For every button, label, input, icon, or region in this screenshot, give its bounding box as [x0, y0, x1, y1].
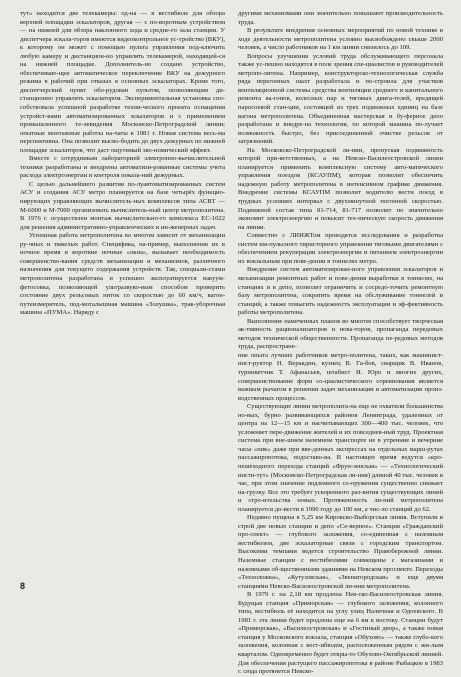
paragraph: В 1979 г. на 2,18 км продлена Нев-ско-Василеостровская линия. Будущая станция «Приморская» — глубокого заложения, колонного типа, вестибюль её находится на углу улиц Наличная и Одоевского. В 1981 г. эта линия будет продлена еще на 6 км к востоку. Станции будут «Приморская», «Василеостровская» и «Гостиный двор», а также новая станция у Московского вокзала, станция «Обухово» — также глубо-кого заложения, колонная с вест-ибюлем, расположенным рядом с жи-лым кварталом. Одновременно будет откры-то Обухово-Октябрьской линией. Для обеспечения растущего пассажиропотока в районе Рыбацкое в 1983 г. сюда протянется Невско- [238, 591, 443, 676]
paragraph: Выполнение намеченных планов во многом способствует творческая ак-тивность рационализаторов и нова-торов, пропаганда передовых методов технической общественности. Пропаганда пе-редовых методов труда, распростране- [238, 317, 443, 351]
paragraph: Вопросы улучшения условий труда обслуживающего персонала также ус-пешно находятся в поле зрения спе-циалистов и руководителей метропо-литена. Например, конструкторско-технологическая служба ряда перегонных шахт разработала и по-строила для участков вентиляционной системы средства вентиляции среднего и капитального ремонта ва-гонов, колесных пар и тяговых двига-телей, вредящей паросоевой стан-ции, состоящей из трех подвижных единиц на базе вагона метрополитена. Объединенная мастерская и бу-ферное депо разработана и внедре-на технология, по которой машина по-лучает возможность быстро, без присоединенной очистке рельсов от загрязнений. [238, 52, 443, 146]
paragraph: На Московско-Петроградской ли-нии, пропуская подвижность которой при-ветственных, а на Невско-Василеостровской линии планируется применить комплексную систему авто-матического управления поездов (КСАУПМ), которая позволит обеспечить надежную работу метрополитена в интенсивном графике движения. Внедрение системы КСАУПМ позволит водителю вести поезд в трудных условиях интервал с двухминутной погонной скоростью. Подвижной состав типа 81-714, 81-717 позволит по значительно экономит электроэнергию и повысит тех-ническую скорость движения на линии. [238, 146, 443, 231]
paragraph: Вместе с сотрудникам лабораторией электронно-вычислительной техники разработаны и внедрены автоматизи-рованные системы учета расхода электроэнергии и контроля показа-ний дежурных. [20, 155, 225, 180]
paragraph: другими механизмами они значительно повышают производительность труда. [238, 10, 443, 26]
paragraph: Существующие линии метрополита-на еще не охватили большинства но-вых, бурно развивающихся районов Ленинграда, удаленных от центра на 12—15 км и насчитывающих 300—400 тыс. человек, что усложняет пере-движение жителей и их повседнев-ный труд. Проектная система при вне-шнем наземном транспорте не в утренние и вечерние часы «пик» даже при вве-денных экспрессах на отдельных марш-рутах пассажиропотока, подоставо-ва. В настоящее время ведутся «кро-пешеходного перехода станций «Фрун-зенская» — «Технологический инсти-тут» (Московско-Петроградская ли-ния) длиной 40 тыс. человек в час, при этом значение подземного со-оружения существенно снижает на-грузку. Все это требует ускоренного раз-вития существующих линий и стро-ительства новых. Протяженность ли-ний метрополитена планируется до-вести в 1990 году до 100 км, а чис-ло станций до 62. [238, 403, 443, 513]
paragraph: Успешная работа метрополитена во многом зависит от механизации ру-чных и тяжелых работ. Специфика, на-пример, выполнения их в ночное время в короткие ночные «окна», вызывает необходимость совершенство-вания средств механизации и механизмов, различного назначения для текущего содержания устройств. Так, специали-стами метрополитена разработана и успешно эксплуатируется вакуум-фетосовка, позволяющей ультразвуко-вым способом проверить состояние двух рельсовых ниток со скоростью до 60 км/ч, вагон-путеизмеритель, под-моталышная машина «Золушка», трак-уборочная машина «ПУМА». Наряду с [20, 232, 225, 317]
paragraph: Внедрение систем автоматизирован-ного управления эскалаторов и механизации ремонтных работ и пове-дения выработки в тоннелях, на станциях и в депо, позволит ограничить и сосредо-точить ремонтную базу метрополитена, сократить время на обслуживание тоннелей и станций, а также повысить надежность эксплуатации и эф-фективность работы метрополитена. [238, 266, 443, 317]
right-column [238, 10, 443, 676]
text-columns [20, 10, 443, 676]
paragraph: ние опыта лучших работников метро-политена, таких, как машинист-инст-руктор Н. Веракдин, кузнец В. Га-бов, сварщик В. Иванов, турникетчик Т. Афанасьев, штабист И. Юро и многих других, совершенствование форм со-циалистического соревнования является важным рычагом в решении задач механизации и автоматизации произ-водственных процессов. [238, 351, 443, 402]
paragraph: С целью дальнейшего развития по-луавтоматизированных систем АСУ и создания АСУ метро планируется на базе четырёх функцио-нирующих управляющих вычислитель-ных комплексов типа АСВТ — М-6000 и М-7000 организовать вычислитель-ный центр метрополитена. В 1976 г. осуществлен монтаж вычислительно-го комплекса ЕС-1022 для решения административно-управленческих и ин-женерных задач. [20, 180, 225, 231]
paragraph: В результате внедрения основных мероприятий по новой технике в ходе деятельности метрополитена условно высвобождено свыше 2000 человек, а число работников на 1 км линии снизилось до 109. [238, 27, 443, 52]
page-number: 8 [20, 581, 26, 591]
paragraph: тут» находится две телекамеры: од-на — в вестибюле для обзора верхней площадки эскалаторов, другая — с по-воротным устройством — на нижней для обзора наклонного хода и средне-го зала станции. У диспетчера эскала-торов имеются видеоконтрольное ус-тройство (ВКУ), к которому он может с помощью пульта управления под-ключить любую камеру и дистанцион-но управлять телекамерой, находящей-ся на нижней площадке. Дополнитель-но создано устройство, обеспечиваю-щее автоматическое переключение ВКУ на дежурного режима в рабочий при отказах в основных эскалаторах. Кроме того, диспетчерский пункт обо-рудован пультом, позволяющим ди-станционно управлять эскалатором. Экспериментальная установка спо-собствовала успешной разработке техни-ческого проекта оснащения устройст-вами автоматизированных эскалаторов и с применением промышленного те-левидения Московско-Петроградской линии; опытные монтажные работы на-чаты в 1981 г. Новая система весь-ма перспективна. Она позволит высво-бодить до двух дежурных по нижней площадке эскалаторов, что даст ощутимый эко-номический эффект. [20, 10, 225, 154]
paragraph: Недавно пущена в 5,25 км Кировско-Выборгская линия. Вступили в строй две новых станции и депо «Се-верное». Станция «Гражданский про-спект» — глубокого заложения, со-единенная с наземным вестибюлем, две эскалаторные связи с городским транспортом. Высокими темпами ведется строительство Правобережной линии. Наземные станции с вестибюлями совмещены с магазинами и наземными об-щественными зданиями на Невском проспекте. Переходы «Техноложка», «Кутузовская», «Звенигородская» и еще двумя станциями Невско-Василеостровской ли-нии метрополитена. [238, 514, 443, 590]
paragraph: Совместно с ЛИИЖТом проводятся исследования и разработка систем им-пульсного тиристорного управления тяговыми двигателями с обеспечением рекуперации электроэнергии и питанием электроэнергии их вокзальным при пове-дении в тоннелях метро. [238, 232, 443, 265]
left-column [20, 10, 225, 582]
